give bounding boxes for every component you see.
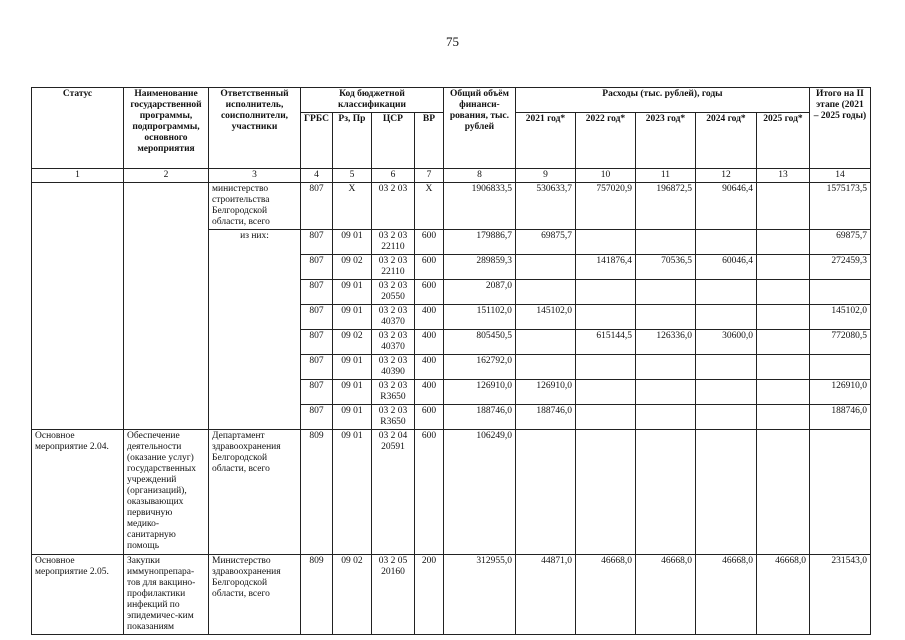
column-number: 1 [32,169,124,183]
y2023-cell [635,380,695,405]
stage-total-cell: 188746,0 [809,405,870,430]
header-vr: ВР [414,113,443,169]
table-row [32,555,871,635]
y2021-cell: 44871,0 [515,555,575,635]
vr-cell: 200 [414,555,443,635]
y2025-cell [756,230,809,255]
y2023-cell: 126336,0 [635,330,695,355]
y2022-cell [575,380,635,405]
header-2024: 2024 год* [695,113,756,169]
y2022-cell [575,405,635,430]
column-number: 10 [575,169,635,183]
vr-cell: X [414,183,443,230]
table-row [32,430,871,555]
stage-total-cell: 69875,7 [809,230,870,255]
header-executor: Ответственный исполнитель, соисполнители, участники [209,88,301,169]
table-row [32,183,871,230]
csr-cell: 03 2 03 20550 [371,280,414,305]
y2021-cell [515,280,575,305]
y2022-cell: 757020,9 [575,183,635,230]
rz-pr-cell: 09 01 [332,280,371,305]
y2024-cell: 30600,0 [695,330,756,355]
csr-cell: 03 2 03 40370 [371,330,414,355]
y2023-cell: 46668,0 [635,555,695,635]
rz-pr-cell: 09 01 [332,405,371,430]
y2021-cell [515,255,575,280]
column-number: 7 [414,169,443,183]
y2022-cell [575,430,635,555]
total-cell: 289859,3 [443,255,515,280]
y2024-cell [695,230,756,255]
column-number: 14 [809,169,870,183]
header-csr: ЦСР [371,113,414,169]
y2021-cell: 69875,7 [515,230,575,255]
header-2021: 2021 год* [515,113,575,169]
grbs-cell: 807 [301,230,333,255]
rz-pr-cell: 09 01 [332,380,371,405]
rz-pr-cell: 09 01 [332,230,371,255]
y2021-cell: 188746,0 [515,405,575,430]
y2023-cell: 196872,5 [635,183,695,230]
grbs-cell: 807 [301,355,333,380]
vr-cell: 400 [414,380,443,405]
column-number: 9 [515,169,575,183]
column-number: 4 [301,169,333,183]
column-number: 13 [756,169,809,183]
csr-cell: 03 2 03 [371,183,414,230]
y2025-cell [756,355,809,380]
y2025-cell [756,430,809,555]
y2022-cell: 46668,0 [575,555,635,635]
rz-pr-cell: 09 02 [332,555,371,635]
y2023-cell [635,405,695,430]
header-2023: 2023 год* [635,113,695,169]
program-name-cell [124,183,209,430]
column-number: 8 [443,169,515,183]
y2024-cell [695,405,756,430]
stage-total-cell: 1575173,5 [809,183,870,230]
rz-pr-cell: 09 01 [332,355,371,380]
y2022-cell [575,230,635,255]
y2024-cell [695,280,756,305]
y2024-cell [695,305,756,330]
vr-cell: 600 [414,230,443,255]
status-cell: Основное мероприятие 2.04. [32,430,124,555]
header-grbs: ГРБС [301,113,333,169]
header-stage-total: Итого на II этапе (2021 – 2025 годы) [809,88,870,169]
stage-total-cell: 145102,0 [809,305,870,330]
column-number-row [32,169,871,183]
budget-table [31,87,871,635]
column-number: 6 [371,169,414,183]
y2022-cell [575,305,635,330]
y2021-cell: 530633,7 [515,183,575,230]
executor-cell: из них: [209,230,301,430]
y2024-cell [695,430,756,555]
vr-cell: 600 [414,430,443,555]
y2021-cell: 145102,0 [515,305,575,330]
y2025-cell [756,183,809,230]
status-cell [32,183,124,430]
grbs-cell: 807 [301,255,333,280]
y2021-cell [515,430,575,555]
grbs-cell: 809 [301,555,333,635]
header-2022: 2022 год* [575,113,635,169]
y2023-cell [635,230,695,255]
header-status: Статус [32,88,124,169]
rz-pr-cell: 09 01 [332,430,371,555]
header-expenses: Расходы (тыс. рублей), годы [515,88,809,113]
header-rz-pr: Рз, Пр [332,113,371,169]
executor-cell: Министерство здравоохранения Белгородской области, всего [209,555,301,635]
rz-pr-cell: 09 02 [332,330,371,355]
csr-cell: 03 2 03 22110 [371,255,414,280]
y2023-cell [635,305,695,330]
rz-pr-cell: X [332,183,371,230]
y2024-cell [695,380,756,405]
y2025-cell [756,280,809,305]
column-number: 11 [635,169,695,183]
y2022-cell: 141876,4 [575,255,635,280]
rz-pr-cell: 09 01 [332,305,371,330]
total-cell: 179886,7 [443,230,515,255]
y2022-cell [575,280,635,305]
vr-cell: 400 [414,305,443,330]
y2021-cell: 126910,0 [515,380,575,405]
stage-total-cell [809,430,870,555]
stage-total-cell: 126910,0 [809,380,870,405]
column-number: 2 [124,169,209,183]
total-cell: 162792,0 [443,355,515,380]
csr-cell: 03 2 03 R3650 [371,405,414,430]
csr-cell: 03 2 03 R3650 [371,380,414,405]
y2024-cell: 46668,0 [695,555,756,635]
stage-total-cell: 772080,5 [809,330,870,355]
y2025-cell [756,380,809,405]
executor-cell: Департамент здравоохранения Белгородской области, всего [209,430,301,555]
stage-total-cell: 231543,0 [809,555,870,635]
total-cell: 312955,0 [443,555,515,635]
stage-total-cell [809,280,870,305]
total-cell: 188746,0 [443,405,515,430]
header-2025: 2025 год* [756,113,809,169]
csr-cell: 03 2 03 22110 [371,230,414,255]
stage-total-cell: 272459,3 [809,255,870,280]
total-cell: 2087,0 [443,280,515,305]
page-number: 75 [446,34,459,49]
rz-pr-cell: 09 02 [332,255,371,280]
stage-total-cell [809,355,870,380]
y2025-cell [756,330,809,355]
y2025-cell: 46668,0 [756,555,809,635]
total-cell: 126910,0 [443,380,515,405]
grbs-cell: 807 [301,405,333,430]
vr-cell: 400 [414,355,443,380]
y2024-cell: 60046,4 [695,255,756,280]
y2021-cell [515,330,575,355]
y2023-cell: 70536,5 [635,255,695,280]
grbs-cell: 807 [301,183,333,230]
executor-cell: министерство строительства Белгородской области, всего [209,183,301,230]
total-cell: 1906833,5 [443,183,515,230]
csr-cell: 03 2 05 20160 [371,555,414,635]
grbs-cell: 807 [301,380,333,405]
csr-cell: 03 2 03 40390 [371,355,414,380]
y2025-cell [756,405,809,430]
y2022-cell: 615144,5 [575,330,635,355]
vr-cell: 600 [414,405,443,430]
header-total-volume: Общий объём финанси-рования, тыс. рублей [443,88,515,169]
column-number: 12 [695,169,756,183]
y2023-cell [635,355,695,380]
vr-cell: 600 [414,280,443,305]
y2024-cell [695,355,756,380]
header-budget-code: Код бюджетной классификации [301,88,444,113]
program-name-cell: Закупки иммунопрепара-тов для вакцино-профилактики инфекций по эпидемичес-ким показаниям [124,555,209,635]
column-number: 3 [209,169,301,183]
y2022-cell [575,355,635,380]
y2023-cell [635,280,695,305]
column-number: 5 [332,169,371,183]
total-cell: 805450,5 [443,330,515,355]
program-name-cell: Обеспечение деятельности (оказание услуг) государственных учреждений (организаций), оказывающих первичную медико-санитарную помощь [124,430,209,555]
status-cell: Основное мероприятие 2.05. [32,555,124,635]
header-program-name: Наименование государственной программы, подпрограммы, основного мероприятия [124,88,209,169]
y2025-cell [756,305,809,330]
y2021-cell [515,355,575,380]
vr-cell: 600 [414,255,443,280]
grbs-cell: 809 [301,430,333,555]
total-cell: 151102,0 [443,305,515,330]
grbs-cell: 807 [301,330,333,355]
grbs-cell: 807 [301,280,333,305]
y2023-cell [635,430,695,555]
grbs-cell: 807 [301,305,333,330]
total-cell: 106249,0 [443,430,515,555]
csr-cell: 03 2 04 20591 [371,430,414,555]
y2024-cell: 90646,4 [695,183,756,230]
y2025-cell [756,255,809,280]
csr-cell: 03 2 03 40370 [371,305,414,330]
vr-cell: 400 [414,330,443,355]
